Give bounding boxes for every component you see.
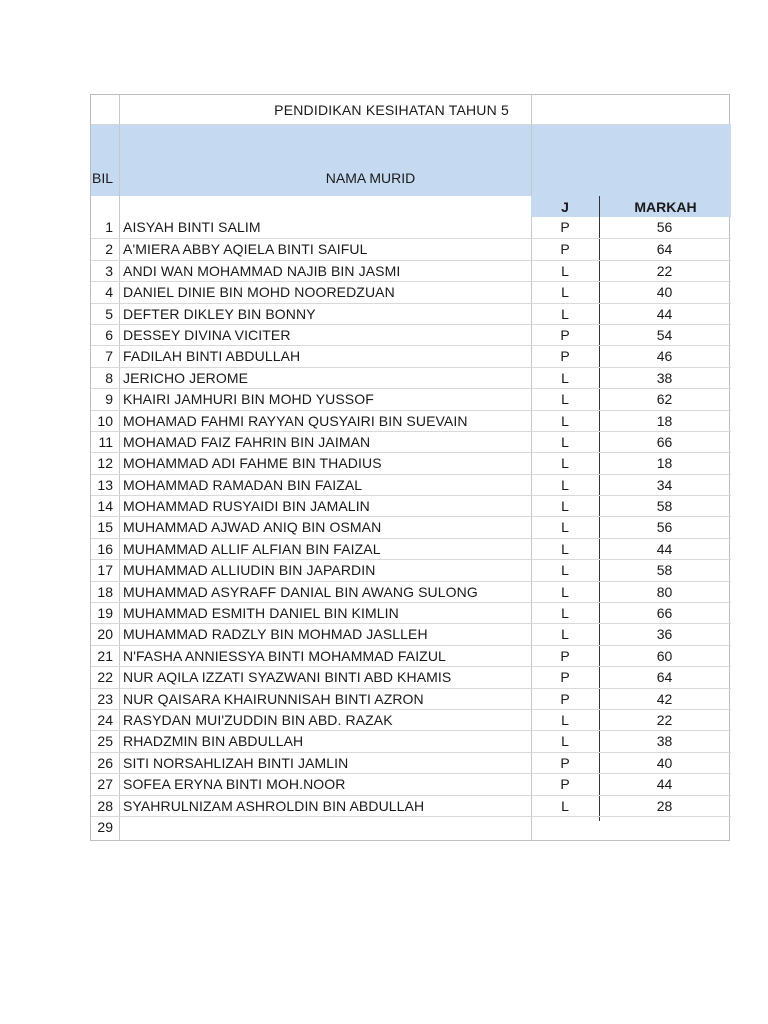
markah-cell: 46 [656,348,673,365]
row-number: 19 [97,605,113,622]
table-row[interactable] [91,602,731,623]
student-name: JERICHO JEROME [123,369,249,386]
table-row[interactable] [91,260,731,281]
markah-cell: 58 [656,562,673,579]
markah-cell: 60 [656,647,673,664]
student-name: MUHAMMAD ASYRAFF DANIAL BIN AWANG SULONG [123,583,478,600]
table-row[interactable] [91,795,731,816]
table-row[interactable] [91,324,731,345]
row-number: 18 [97,583,113,600]
markah-cell: 22 [656,711,673,728]
header-bil: BIL [92,170,114,186]
student-name: MOHAMMAD RUSYAIDI BIN JAMALIN [123,498,370,515]
gender-cell: L [561,711,569,728]
student-name: DESSEY DIVINA VICITER [123,326,291,343]
row-number: 17 [97,562,113,579]
markah-cell: 44 [656,540,673,557]
gender-cell: L [561,797,569,814]
table-row[interactable] [91,474,731,495]
markah-cell: 56 [656,519,673,536]
row-number: 11 [98,433,113,450]
student-name: KHAIRI JAMHURI BIN MOHD YUSSOF [123,391,374,408]
table-row[interactable] [91,238,731,259]
row-number: 6 [105,326,113,343]
table-row[interactable] [91,388,731,409]
table-row[interactable] [91,688,731,709]
gender-cell: L [561,540,569,557]
table-row[interactable] [91,367,731,388]
gender-cell: P [560,326,570,343]
markah-cell: 40 [656,754,673,771]
student-name: RASYDAN MUI'ZUDDIN BIN ABD. RAZAK [123,711,393,728]
row-number: 10 [97,412,113,429]
row-number: 22 [97,669,113,686]
table-row[interactable] [91,581,731,602]
row-number: 20 [97,626,113,643]
gender-cell: P [560,754,570,771]
markah-cell: 44 [656,305,673,322]
markah-cell: 34 [656,476,673,493]
student-name: DEFTER DIKLEY BIN BONNY [123,305,316,322]
markah-cell: 58 [656,498,673,515]
gender-cell: L [561,433,569,450]
markah-cell: 22 [656,262,673,279]
row-number: 12 [97,455,113,472]
markah-cell: 18 [656,412,673,429]
row-number: 5 [105,305,113,322]
table-row[interactable] [91,345,731,366]
student-name: SITI NORSAHLIZAH BINTI JAMLIN [123,754,349,771]
markah-cell: 62 [656,391,673,408]
row-number: 1 [105,219,113,235]
markah-cell: 42 [656,690,673,707]
gender-cell: P [560,348,570,365]
markah-cell: 40 [656,284,673,301]
spreadsheet-table [90,94,730,841]
row-number: 13 [97,476,113,493]
table-row[interactable] [91,645,731,666]
row-number: 8 [105,369,113,386]
student-name: FADILAH BINTI ABDULLAH [123,348,301,365]
gender-cell: L [561,455,569,472]
student-name: MOHAMAD FAIZ FAHRIN BIN JAIMAN [123,433,371,450]
gender-cell: P [560,690,570,707]
markah-cell: 64 [656,669,673,686]
table-row[interactable] [91,538,731,559]
row-number: 27 [97,776,113,793]
gender-cell: L [561,284,569,301]
student-name: A'MIERA ABBY AQIELA BINTI SAIFUL [123,241,368,258]
student-name: MUHAMMAD ALLIUDIN BIN JAPARDIN [123,562,376,579]
row-number: 21 [97,647,113,664]
header-nama-murid: NAMA MURID [325,170,416,186]
row-number: 29 [97,818,113,835]
gender-cell: L [561,391,569,408]
gender-cell: P [560,776,570,793]
table-row[interactable] [91,303,731,324]
markah-cell: 56 [656,219,673,235]
row-number: 24 [97,711,113,728]
row-number: 26 [97,754,113,771]
student-name: MUHAMMAD ALLIF ALFIAN BIN FAIZAL [123,540,381,557]
table-row[interactable] [91,559,731,580]
table-row[interactable] [91,730,731,751]
table-row[interactable] [91,666,731,687]
markah-cell: 80 [656,583,673,600]
title-row [91,95,729,124]
markah-cell: 66 [656,605,673,622]
header-markah: MARKAH [600,196,731,217]
table-row[interactable] [91,410,731,431]
gender-cell: L [561,605,569,622]
table-row[interactable] [91,217,731,238]
row-number: 2 [105,241,113,258]
table-row[interactable] [91,752,731,773]
gender-cell: L [561,583,569,600]
markah-cell: 38 [656,369,673,386]
gender-cell: L [561,519,569,536]
row-number: 7 [105,348,113,365]
row-number: 14 [97,498,113,515]
student-name: DANIEL DINIE BIN MOHD NOOREDZUAN [123,284,395,301]
student-name: MUHAMMAD AJWAD ANIQ BIN OSMAN [123,519,382,536]
header-j: J [531,196,599,217]
gender-cell: L [561,369,569,386]
row-number: 15 [97,519,113,536]
markah-cell: 64 [656,241,673,258]
student-name: N'FASHA ANNIESSYA BINTI MOHAMMAD FAIZUL [123,647,446,664]
row-number: 16 [97,540,113,557]
gender-cell: P [560,241,570,258]
gender-cell: L [561,262,569,279]
student-name: MOHAMAD FAHMI RAYYAN QUSYAIRI BIN SUEVAIN [123,412,468,429]
row-number: 4 [105,284,113,301]
student-name: MOHAMMAD ADI FAHME BIN THADIUS [123,455,382,472]
gender-cell: L [561,305,569,322]
markah-cell: 36 [656,626,673,643]
table-row[interactable] [91,709,731,730]
row-number: 3 [105,262,113,279]
table-row[interactable] [91,516,731,537]
markah-cell: 54 [656,326,673,343]
student-name: AISYAH BINTI SALIM [123,219,261,235]
markah-cell: 28 [656,797,673,814]
student-name: MOHAMMAD RAMADAN BIN FAIZAL [123,476,363,493]
student-name: ANDI WAN MOHAMMAD NAJIB BIN JASMI [123,262,401,279]
student-name: SOFEA ERYNA BINTI MOH.NOOR [123,776,346,793]
table-row[interactable] [91,816,731,837]
gender-cell: L [561,476,569,493]
student-name: MUHAMMAD ESMITH DANIEL BIN KIMLIN [123,605,399,622]
row-number: 28 [97,797,113,814]
markah-cell: 66 [656,433,673,450]
markah-cell: 18 [656,455,673,472]
gender-cell: L [561,412,569,429]
table-row[interactable] [91,495,731,516]
table-row[interactable] [91,623,731,644]
gender-cell: P [560,219,570,235]
gender-cell: L [561,626,569,643]
table-title: PENDIDIKAN KESIHATAN TAHUN 5 [274,102,509,118]
student-name: MUHAMMAD RADZLY BIN MOHMAD JASLLEH [123,626,428,643]
table-row[interactable] [91,281,731,302]
table-row[interactable] [91,431,731,452]
gender-cell: L [561,733,569,750]
markah-cell: 38 [656,733,673,750]
student-name: RHADZMIN BIN ABDULLAH [123,733,304,750]
markah-cell: 44 [656,776,673,793]
gender-cell: L [561,562,569,579]
row-number: 23 [97,690,113,707]
row-number: 25 [97,733,113,750]
gender-cell: P [560,647,570,664]
table-row[interactable] [91,452,731,473]
gender-cell: L [561,498,569,515]
title-divider [91,124,729,125]
student-name: NUR AQILA IZZATI SYAZWANI BINTI ABD KHAMIS [123,669,452,686]
table-row[interactable] [91,773,731,794]
student-name: SYAHRULNIZAM ASHROLDIN BIN ABDULLAH [123,797,425,814]
student-name: NUR QAISARA KHAIRUNNISAH BINTI AZRON [123,690,424,707]
row-number: 9 [105,391,113,408]
student-rows [91,217,731,837]
gender-cell: P [560,669,570,686]
